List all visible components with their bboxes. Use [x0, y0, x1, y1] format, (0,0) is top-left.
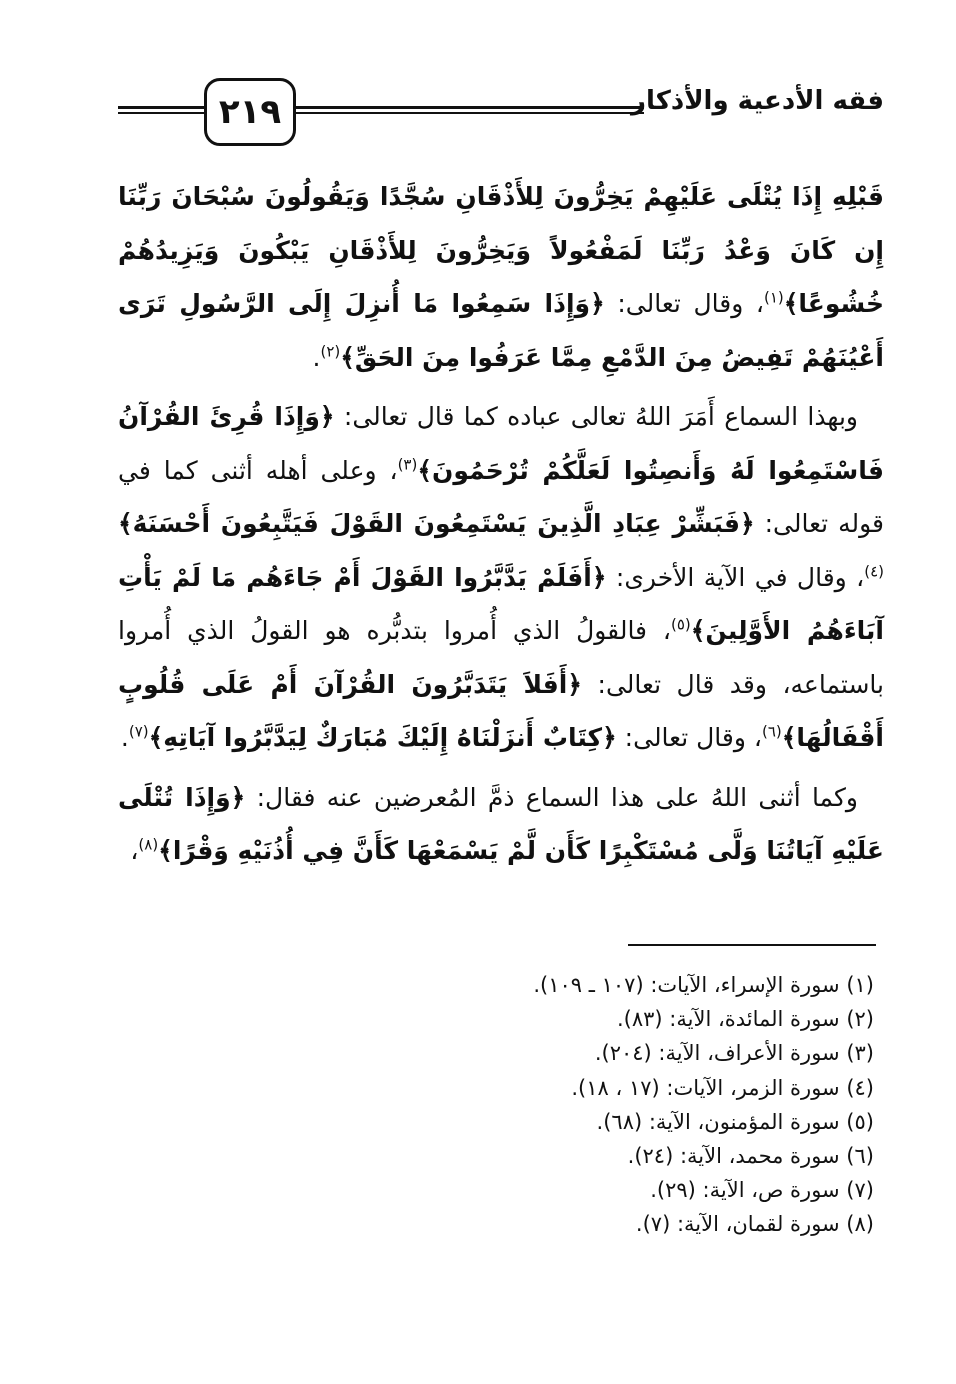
quran-verse: ﴿كِتَابٌ أَنزَلْنَاهُ إِلَيْكَ مُبَارَكٌ لِيَدَّبَّرُوا آيَاتِهِ﴾	[148, 723, 617, 752]
quran-verse: ﴿أَفَلَمْ يَدَّبَّرُوا القَوْلَ أَمْ جَاءَهُم مَا لَمْ يَأْتِ آبَاءَهُمُ الأَوَّلِينَ﴾	[118, 562, 884, 645]
quran-verse: ﴿وَإِذَا قُرِئَ القُرْآنُ فَاسْتَمِعُوا لَهُ وَأَنصِتُوا لَعَلَّكُمْ تُرْحَمُونَ﴾	[118, 402, 885, 485]
quran-verse: قَبْلِهِ إِذَا يُتْلَى عَلَيْهِمْ يَخِرُّونَ لِلأَذْقَانِ سُجَّدًا وَيَقُولُونَ سُبْحَانَ رَبِّنَا إِن كَانَ وَعْدُ رَبِّنَا لَمَفْعُولاً وَيَخِرُّونَ لِلأَذْقَانِ يَبْكُونَ وَيَزِيدُهُمْ خُشُوعًا﴾	[118, 182, 884, 318]
text-run: وبهذا السماع أَمَرَ اللهُ تعالى عباده كما قال تعالى:	[334, 402, 858, 431]
footnotes	[174, 968, 874, 1242]
text-run: ، وقال تعالى:	[616, 723, 762, 752]
page-header	[118, 72, 884, 162]
text-run: ،	[130, 836, 139, 865]
text-run: ، وقال تعالى:	[604, 289, 764, 318]
text-run: وكما أثنى اللهُ على هذا السماع ذمَّ المُعرضين عنه فقال:	[245, 782, 858, 812]
footnote-marker: (٢)	[320, 342, 341, 361]
footnote-item: (٣) سورة الأعراف، الآية: (٢٠٤).	[594, 1041, 874, 1066]
header-rule-left	[118, 106, 204, 114]
footnote-marker: (٨)	[138, 835, 159, 854]
footnote-separator	[628, 944, 876, 946]
footnote-marker: (٦)	[761, 722, 782, 741]
quran-verse: ﴿فَبَشِّرْ عِبَادِ الَّذِينَ يَسْتَمِعُونَ القَوْلَ فَيَتَّبِعُونَ أَحْسَنَهُ﴾	[118, 509, 755, 538]
text-run: ، وقال في الآية الأخرى:	[606, 562, 865, 592]
text-run: ، فالقولُ الذي أُمروا بتدبُّره هو القولُ الذي أُمروا باستماعه، وقد قال تعالى:	[118, 616, 884, 699]
footnote-item: (٤) سورة الزمر، الآيات: (١٧ ، ١٨).	[571, 1075, 874, 1100]
main-text	[118, 170, 884, 884]
page-number: ٢١٩	[204, 78, 296, 146]
text-run: ، وعلى أهله أثنى كما في قوله تعالى:	[118, 455, 884, 538]
header-rule-right	[296, 106, 644, 114]
footnote-item: (٢) سورة المائدة، الآية: (٨٣).	[616, 1007, 874, 1032]
footnote-marker: (١)	[763, 288, 784, 307]
footnote-item: (١) سورة الإسراء، الآيات: (١٠٧ ـ ١٠٩).	[533, 973, 874, 997]
running-title: فقه الأدعية والأذكار	[631, 86, 884, 116]
quran-verse: ﴿وَإِذَا سَمِعُوا مَا أُنزِلَ إِلَى الرَّسُولِ تَرَى أَعْيُنَهُمْ تَفِيضُ مِنَ الدَّمْعِ مِمَّا عَرَفُوا مِنَ الحَقِّ﴾	[118, 289, 884, 372]
footnote-item: (٨) سورة لقمان، الآية: (٧).	[635, 1212, 874, 1237]
paragraph-2	[118, 390, 884, 765]
footnote-marker: (٣)	[397, 455, 418, 474]
quran-verse: ﴿وَإِذَا تُتْلَى عَلَيْهِ آيَاتُنَا وَلَّى مُسْتَكْبِرًا كَأَن لَّمْ يَسْمَعْهَا كَأَنَّ فِي أُذُنَيْهِ وَقْرًا﴾	[118, 782, 884, 865]
footnote-marker: (٤)	[864, 562, 884, 581]
footnote-marker: (٥)	[671, 615, 691, 634]
footnote-item: (٧) سورة ص، الآية: (٢٩).	[650, 1178, 874, 1203]
paragraph-3	[118, 771, 884, 878]
text-run: .	[312, 342, 321, 372]
footnote-item: (٥) سورة المؤمنون، الآية: (٦٨).	[596, 1109, 874, 1134]
quran-verse: ﴿أَفَلاَ يَتَدَبَّرُونَ القُرْآنَ أَمْ عَلَى قُلُوبٍ أَقْفَالُهَا﴾	[118, 669, 884, 752]
footnote-item: (٦) سورة محمد، الآية: (٢٤).	[627, 1144, 874, 1169]
paragraph-1	[118, 170, 884, 384]
text-run: .	[120, 723, 129, 752]
footnote-marker: (٧)	[128, 722, 149, 741]
